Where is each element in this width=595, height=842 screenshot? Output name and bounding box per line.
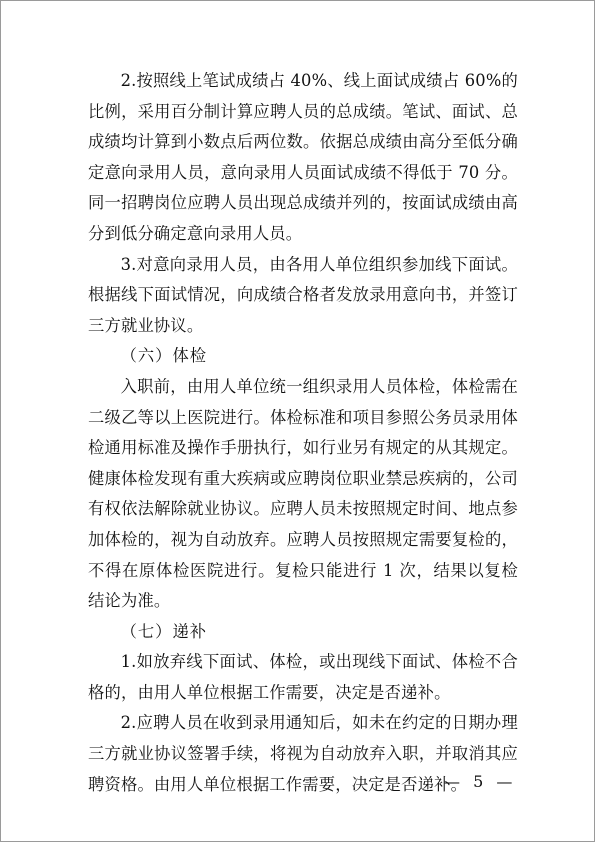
paragraph-score-calculation: 2.按照线上笔试成绩占 40%、线上面试成绩占 60%的比例，采用百分制计算应聘人员的总成绩。笔试、面试、总成绩均计算到小数点后两位数。依据总成绩由高分至低分确定意向录用人员，意向录用人员面试成绩不得低于 70 分。同一招聘岗位应聘人员出现总成绩并列的，按面试成绩由高分到低分确定意向录用人员。 [88,71,518,243]
paragraph-replacement-1: 1.如放弃线下面试、体检，或出现线下面试、体检不合格的，由用人单位根据工作需要，决定是否递补。 [88,652,518,702]
page-number: — 5 — [444,772,517,791]
paragraph-replacement-2: 2.应聘人员在收到录用通知后，如未在约定的日期办理三方就业协议签署手续，将视为自动放弃入职，并取消其应聘资格。由用人单位根据工作需要，决定是否递补。 [88,713,518,794]
section-heading-replacement: （七）递补 [120,621,208,641]
section-heading-physical-exam: （六）体检 [120,346,208,366]
document-body [88,66,518,800]
paragraph-offline-interview: 3.对意向录用人员，由各用人单位组织参加线下面试。根据线下面试情况，向成绩合格者发放录用意向书，并签订三方就业协议。 [88,254,518,335]
paragraph-physical-exam: 入职前，由用人单位统一组织录用人员体检，体检需在二级乙等以上医院进行。体检标准和项目参照公务员录用体检通用标准及操作手册执行，如行业另有规定的从其规定。健康体检发现有重大疾病或应聘岗位职业禁忌疾病的，公司有权依法解除就业协议。应聘人员未按照规定时间、地点参加体检的，视为自动放弃。应聘人员按照规定需要复检的，不得在原体检医院进行。复检只能进行 1 次，结果以复检结论为准。 [88,376,518,611]
